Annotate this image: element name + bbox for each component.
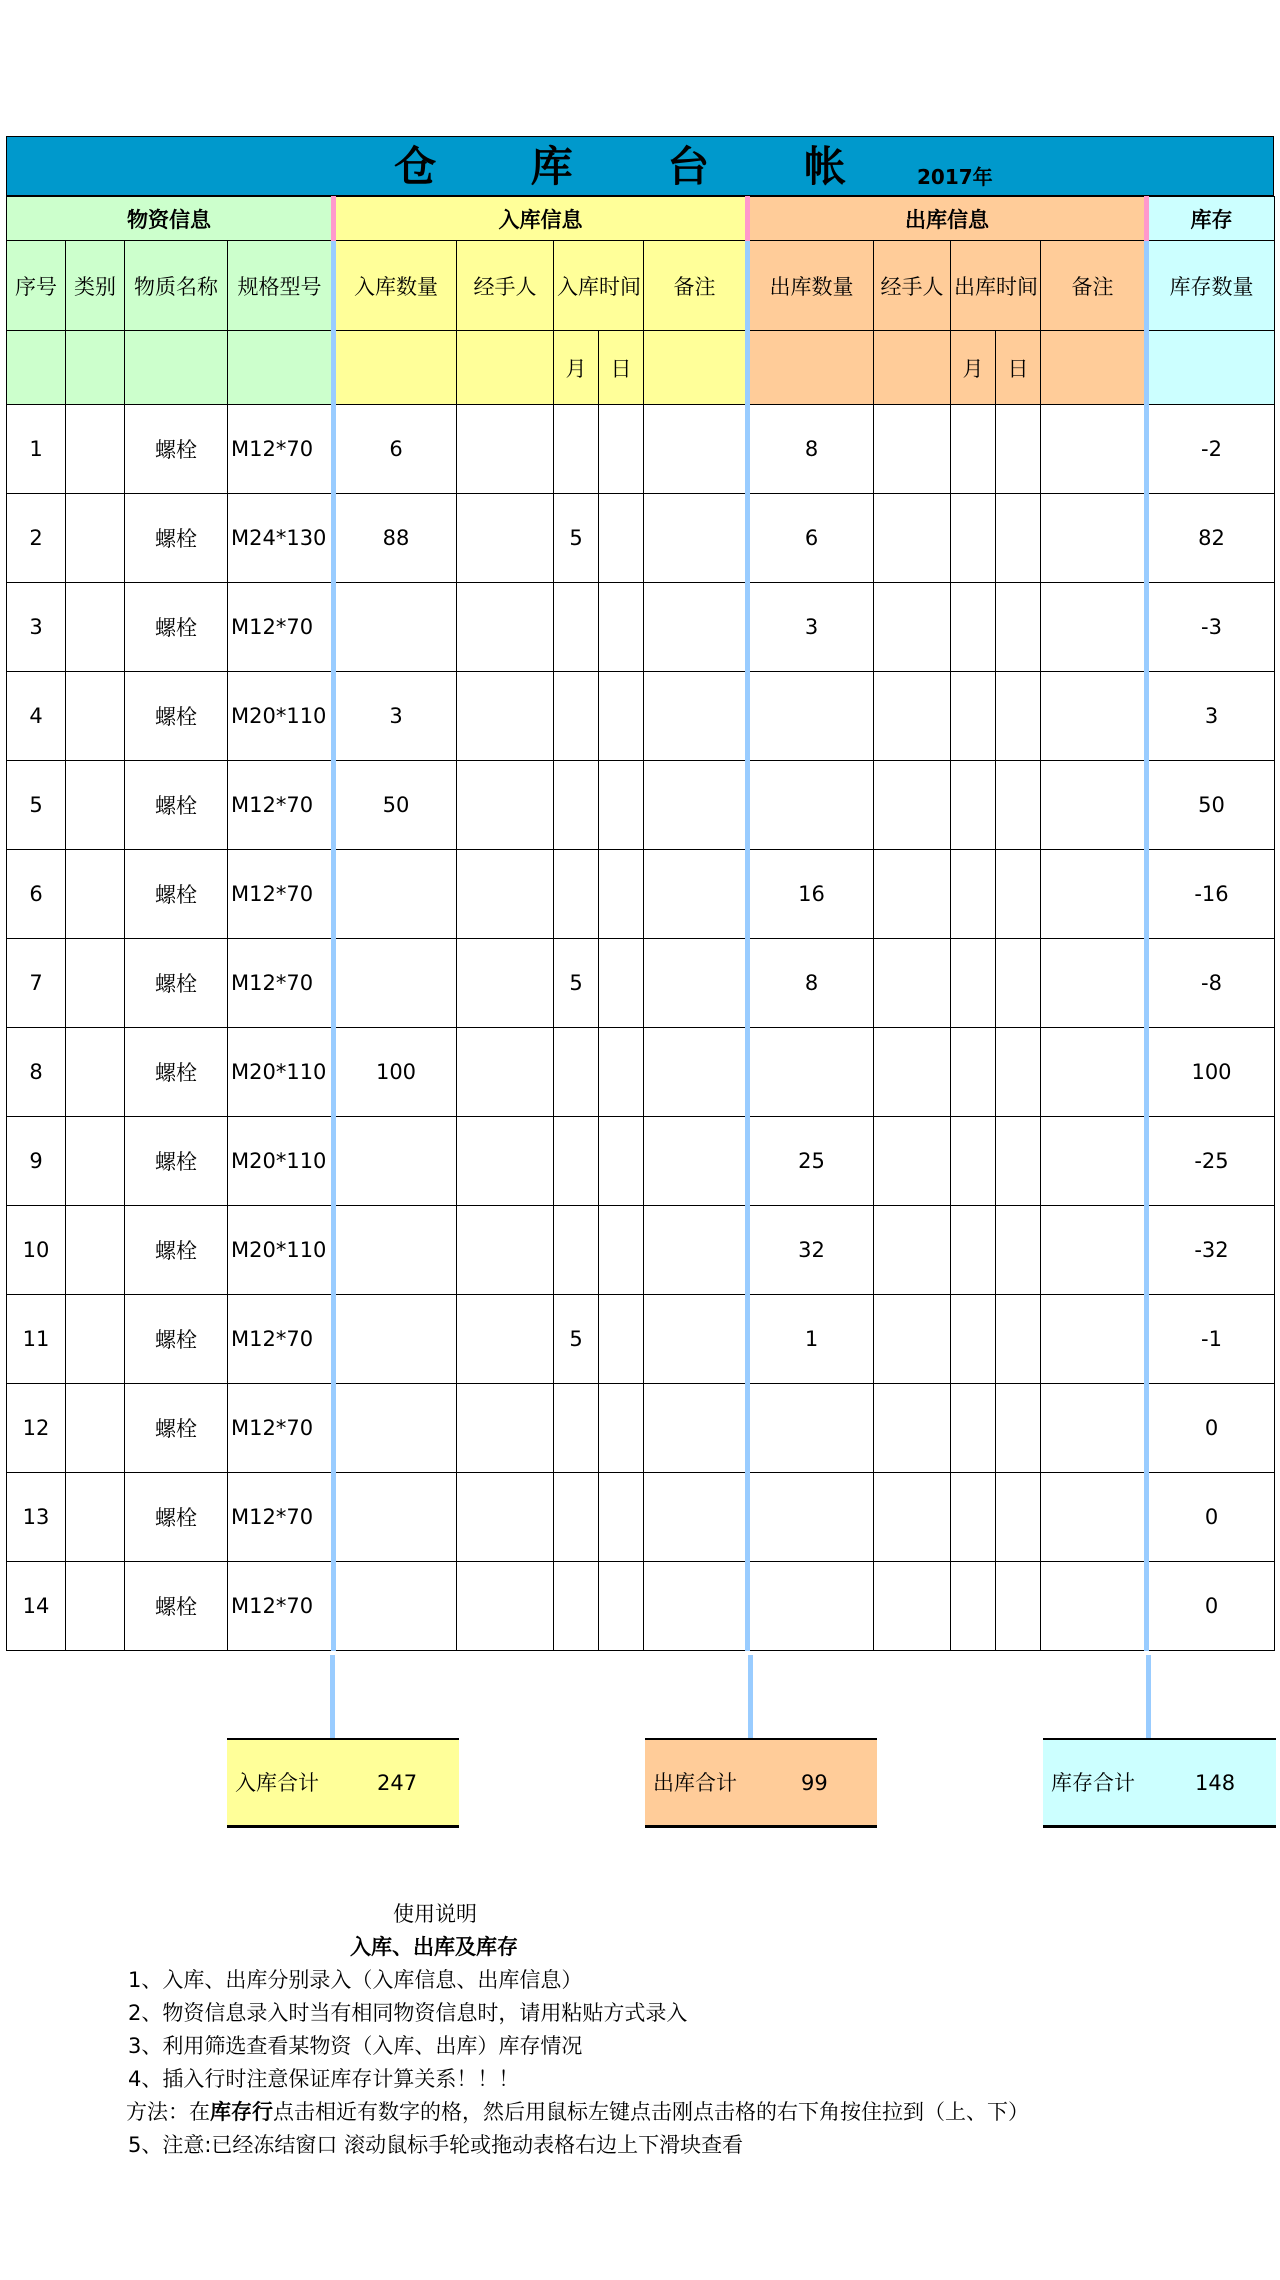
group-inbound: 入库信息 (334, 197, 748, 241)
cell-out-qty (748, 672, 874, 761)
cell-stock-qty: -8 (1147, 939, 1275, 1028)
sub-header-cell (334, 331, 457, 405)
cell-seq: 6 (7, 850, 66, 939)
cell-out-qty (748, 1562, 874, 1651)
cell-in-month: 5 (554, 494, 599, 583)
cell-out-day (996, 672, 1041, 761)
table-row (7, 494, 1275, 583)
cell-spec: M12*70 (228, 1384, 334, 1473)
table-row (7, 1206, 1275, 1295)
cell-out-month (951, 1117, 996, 1206)
cell-out-qty: 6 (748, 494, 874, 583)
cell-out-handler (874, 1384, 951, 1473)
cell-out-remark (1041, 761, 1147, 850)
inbound-total-value: 247 (377, 1771, 418, 1795)
cell-stock-qty: 0 (1147, 1384, 1275, 1473)
cell-in-month: 5 (554, 939, 599, 1028)
col-stock-qty: 库存数量 (1147, 241, 1275, 331)
cell-in-remark (644, 1206, 748, 1295)
cell-in-month (554, 1473, 599, 1562)
cell-in-day (599, 1473, 644, 1562)
cell-out-day (996, 939, 1041, 1028)
col-seq: 序号 (7, 241, 66, 331)
cell-in-handler (457, 1295, 554, 1384)
cell-name: 螺栓 (125, 672, 228, 761)
page-title: 仓 库 台 帐 (394, 142, 886, 191)
cell-out-remark (1041, 850, 1147, 939)
cell-category (66, 1473, 125, 1562)
cell-name: 螺栓 (125, 1206, 228, 1295)
cell-stock-qty: -32 (1147, 1206, 1275, 1295)
cell-seq: 11 (7, 1295, 66, 1384)
cell-seq: 12 (7, 1384, 66, 1473)
notes-line-2: 2、物资信息录入时当有相同物资信息时，请用粘贴方式录入 (128, 2001, 688, 2025)
cell-out-remark (1041, 1473, 1147, 1562)
cell-in-remark (644, 1473, 748, 1562)
col-name: 物质名称 (125, 241, 228, 331)
cell-in-qty (334, 1295, 457, 1384)
cell-out-month (951, 583, 996, 672)
col-out-remark: 备注 (1041, 241, 1147, 331)
cell-out-remark (1041, 583, 1147, 672)
cell-in-month (554, 405, 599, 494)
col-spec: 规格型号 (228, 241, 334, 331)
col-in-qty: 入库数量 (334, 241, 457, 331)
cell-out-month (951, 1295, 996, 1384)
cell-spec: M12*70 (228, 1295, 334, 1384)
cell-out-remark (1041, 1117, 1147, 1206)
out-day-header: 日 (996, 331, 1041, 405)
title-year: 2017年 (917, 165, 993, 189)
group-material: 物资信息 (7, 197, 334, 241)
cell-seq: 5 (7, 761, 66, 850)
cell-in-month (554, 1384, 599, 1473)
cell-in-remark (644, 583, 748, 672)
cell-in-handler (457, 583, 554, 672)
cell-out-month (951, 1562, 996, 1651)
cell-out-handler (874, 1295, 951, 1384)
cell-in-handler (457, 939, 554, 1028)
cell-in-day (599, 850, 644, 939)
outbound-total-value: 99 (801, 1771, 828, 1795)
table-row (7, 1295, 1275, 1384)
cell-in-day (599, 1384, 644, 1473)
cell-stock-qty: 3 (1147, 672, 1275, 761)
cell-stock-qty: -25 (1147, 1117, 1275, 1206)
cell-out-qty (748, 1028, 874, 1117)
cell-out-day (996, 405, 1041, 494)
cell-stock-qty: 82 (1147, 494, 1275, 583)
cell-spec: M24*130 (228, 494, 334, 583)
cell-out-handler (874, 1473, 951, 1562)
col-out-time: 出库时间 (951, 241, 1041, 331)
sub-header-cell (748, 331, 874, 405)
cell-spec: M12*70 (228, 583, 334, 672)
cell-out-month (951, 1384, 996, 1473)
cell-seq: 13 (7, 1473, 66, 1562)
cell-stock-qty: 0 (1147, 1562, 1275, 1651)
inbound-total (227, 1738, 459, 1828)
col-out-handler: 经手人 (874, 241, 951, 331)
group-stock: 库存 (1147, 197, 1275, 241)
cell-in-handler (457, 761, 554, 850)
cell-out-day (996, 583, 1041, 672)
cell-out-day (996, 1117, 1041, 1206)
cell-in-day (599, 1206, 644, 1295)
table-row (7, 405, 1275, 494)
cell-category (66, 494, 125, 583)
cell-in-handler (457, 405, 554, 494)
cell-category (66, 1295, 125, 1384)
cell-in-handler (457, 494, 554, 583)
cell-spec: M20*110 (228, 1206, 334, 1295)
cell-out-remark (1041, 672, 1147, 761)
cell-out-month (951, 1206, 996, 1295)
col-in-remark: 备注 (644, 241, 748, 331)
cell-in-remark (644, 761, 748, 850)
cell-category (66, 1117, 125, 1206)
in-day-header: 日 (599, 331, 644, 405)
cell-in-remark (644, 494, 748, 583)
cell-in-handler (457, 1206, 554, 1295)
cell-name: 螺栓 (125, 761, 228, 850)
cell-out-remark (1041, 1206, 1147, 1295)
cell-in-remark (644, 405, 748, 494)
cell-out-remark (1041, 1562, 1147, 1651)
cell-in-qty (334, 1562, 457, 1651)
notes-line-5-prefix: 方法：在 (126, 2100, 210, 2124)
cell-in-qty (334, 850, 457, 939)
cell-name: 螺栓 (125, 1028, 228, 1117)
cell-spec: M20*110 (228, 1028, 334, 1117)
cell-in-remark (644, 1117, 748, 1206)
inbound-connector (330, 1655, 335, 1738)
cell-out-day (996, 1562, 1041, 1651)
cell-in-qty: 50 (334, 761, 457, 850)
cell-in-qty: 6 (334, 405, 457, 494)
cell-in-remark (644, 850, 748, 939)
sub-header-cell (66, 331, 125, 405)
cell-out-qty (748, 761, 874, 850)
outbound-total-label: 出库合计 (653, 1771, 737, 1795)
usage-notes (128, 1898, 1046, 2162)
cell-name: 螺栓 (125, 583, 228, 672)
cell-stock-qty: 100 (1147, 1028, 1275, 1117)
cell-in-qty (334, 583, 457, 672)
cell-in-day (599, 1117, 644, 1206)
cell-in-handler (457, 1473, 554, 1562)
cell-seq: 7 (7, 939, 66, 1028)
cell-spec: M12*70 (228, 761, 334, 850)
sub-header-cell (125, 331, 228, 405)
cell-in-handler (457, 672, 554, 761)
cell-out-handler (874, 405, 951, 494)
cell-out-remark (1041, 1295, 1147, 1384)
cell-category (66, 761, 125, 850)
cell-in-day (599, 1295, 644, 1384)
cell-out-day (996, 1028, 1041, 1117)
cell-stock-qty: -2 (1147, 405, 1275, 494)
cell-name: 螺栓 (125, 939, 228, 1028)
cell-in-remark (644, 1384, 748, 1473)
notes-line-5-bold: 库存行 (210, 2100, 273, 2124)
cell-out-month (951, 405, 996, 494)
cell-in-day (599, 405, 644, 494)
stock-total-label: 库存合计 (1051, 1771, 1135, 1795)
cell-out-handler (874, 1206, 951, 1295)
notes-line-5-suffix: 点击相近有数字的格，然后用鼠标左键点击刚点击格的右下角按住拉到（上、下） (273, 2100, 1029, 2124)
cell-spec: M12*70 (228, 850, 334, 939)
cell-in-remark (644, 672, 748, 761)
cell-out-month (951, 672, 996, 761)
cell-out-handler (874, 1117, 951, 1206)
cell-out-qty: 1 (748, 1295, 874, 1384)
cell-stock-qty: -1 (1147, 1295, 1275, 1384)
cell-in-remark (644, 1562, 748, 1651)
cell-name: 螺栓 (125, 850, 228, 939)
cell-out-handler (874, 672, 951, 761)
cell-spec: M20*110 (228, 672, 334, 761)
cell-in-qty: 100 (334, 1028, 457, 1117)
cell-in-qty (334, 1473, 457, 1562)
ledger-table (6, 196, 1275, 1651)
cell-in-qty (334, 939, 457, 1028)
cell-category (66, 850, 125, 939)
out-month-header: 月 (951, 331, 996, 405)
cell-name: 螺栓 (125, 1384, 228, 1473)
sub-header-cell (7, 331, 66, 405)
cell-in-handler (457, 1562, 554, 1651)
sub-header-cell (228, 331, 334, 405)
table-row (7, 583, 1275, 672)
cell-out-qty (748, 1473, 874, 1562)
sub-header-cell (644, 331, 748, 405)
cell-out-month (951, 939, 996, 1028)
cell-in-month (554, 1562, 599, 1651)
cell-in-qty (334, 1206, 457, 1295)
col-out-qty: 出库数量 (748, 241, 874, 331)
cell-out-handler (874, 1028, 951, 1117)
cell-stock-qty: -16 (1147, 850, 1275, 939)
notes-line-5 (126, 2096, 1046, 2129)
table-row (7, 672, 1275, 761)
cell-in-remark (644, 939, 748, 1028)
cell-out-qty: 25 (748, 1117, 874, 1206)
cell-name: 螺栓 (125, 1117, 228, 1206)
cell-category (66, 405, 125, 494)
stock-total-value: 148 (1195, 1771, 1236, 1795)
cell-in-handler (457, 1384, 554, 1473)
sub-header-cell (1147, 331, 1275, 405)
cell-category (66, 1384, 125, 1473)
cell-category (66, 1206, 125, 1295)
cell-in-month (554, 1206, 599, 1295)
cell-in-handler (457, 1117, 554, 1206)
sub-header-cell (874, 331, 951, 405)
cell-in-qty (334, 1117, 457, 1206)
in-month-header: 月 (554, 331, 599, 405)
cell-out-qty: 3 (748, 583, 874, 672)
table-row (7, 939, 1275, 1028)
cell-in-month (554, 761, 599, 850)
cell-out-remark (1041, 939, 1147, 1028)
cell-out-day (996, 494, 1041, 583)
cell-out-remark (1041, 1028, 1147, 1117)
cell-out-month (951, 1473, 996, 1562)
stock-total (1043, 1738, 1276, 1828)
cell-out-day (996, 1295, 1041, 1384)
cell-seq: 4 (7, 672, 66, 761)
cell-out-day (996, 1473, 1041, 1562)
inbound-total-label: 入库合计 (235, 1771, 319, 1795)
cell-in-day (599, 494, 644, 583)
cell-in-qty: 88 (334, 494, 457, 583)
cell-in-month (554, 672, 599, 761)
outbound-connector (748, 1655, 753, 1738)
cell-out-handler (874, 761, 951, 850)
cell-stock-qty: 50 (1147, 761, 1275, 850)
table-row (7, 1117, 1275, 1206)
cell-name: 螺栓 (125, 1473, 228, 1562)
cell-in-handler (457, 1028, 554, 1117)
outbound-total (645, 1738, 877, 1828)
cell-name: 螺栓 (125, 494, 228, 583)
cell-spec: M12*70 (228, 1473, 334, 1562)
cell-in-day (599, 1028, 644, 1117)
col-in-time: 入库时间 (554, 241, 644, 331)
cell-out-remark (1041, 1384, 1147, 1473)
cell-in-month: 5 (554, 1295, 599, 1384)
cell-out-handler (874, 494, 951, 583)
cell-name: 螺栓 (125, 405, 228, 494)
cell-out-remark (1041, 494, 1147, 583)
cell-in-handler (457, 850, 554, 939)
cell-seq: 2 (7, 494, 66, 583)
cell-in-day (599, 672, 644, 761)
table-row (7, 761, 1275, 850)
cell-spec: M12*70 (228, 405, 334, 494)
col-in-handler: 经手人 (457, 241, 554, 331)
cell-name: 螺栓 (125, 1295, 228, 1384)
notes-line-1: 1、入库、出库分别录入（入库信息、出库信息） (128, 1968, 583, 1992)
cell-spec: M12*70 (228, 939, 334, 1028)
cell-seq: 9 (7, 1117, 66, 1206)
cell-stock-qty: -3 (1147, 583, 1275, 672)
group-outbound: 出库信息 (748, 197, 1147, 241)
cell-seq: 14 (7, 1562, 66, 1651)
cell-out-remark (1041, 405, 1147, 494)
cell-out-day (996, 761, 1041, 850)
cell-stock-qty: 0 (1147, 1473, 1275, 1562)
cell-in-month (554, 1117, 599, 1206)
cell-spec: M12*70 (228, 1562, 334, 1651)
stock-connector (1146, 1655, 1151, 1738)
cell-category (66, 1562, 125, 1651)
cell-out-handler (874, 850, 951, 939)
cell-out-day (996, 1384, 1041, 1473)
cell-in-day (599, 761, 644, 850)
cell-out-qty (748, 1384, 874, 1473)
table-row (7, 1473, 1275, 1562)
cell-in-month (554, 583, 599, 672)
cell-in-month (554, 1028, 599, 1117)
cell-out-month (951, 494, 996, 583)
table-row (7, 1028, 1275, 1117)
cell-out-day (996, 850, 1041, 939)
cell-out-day (996, 1206, 1041, 1295)
table-row (7, 1562, 1275, 1651)
cell-out-handler (874, 583, 951, 672)
cell-out-qty: 8 (748, 939, 874, 1028)
cell-in-remark (644, 1028, 748, 1117)
cell-seq: 8 (7, 1028, 66, 1117)
sub-header-cell (457, 331, 554, 405)
table-row (7, 850, 1275, 939)
cell-in-day (599, 583, 644, 672)
col-category: 类别 (66, 241, 125, 331)
cell-category (66, 939, 125, 1028)
cell-seq: 3 (7, 583, 66, 672)
cell-out-handler (874, 939, 951, 1028)
table-row (7, 1384, 1275, 1473)
cell-category (66, 1028, 125, 1117)
cell-out-month (951, 1028, 996, 1117)
notes-heading: 使用说明 (393, 1902, 477, 1926)
cell-category (66, 672, 125, 761)
cell-category (66, 583, 125, 672)
cell-in-remark (644, 1295, 748, 1384)
notes-line-6: 5、注意:已经冻结窗口 滚动鼠标手轮或拖动表格右边上下滑块查看 (128, 2133, 744, 2157)
notes-subheading: 入库、出库及库存 (350, 1935, 518, 1959)
cell-seq: 10 (7, 1206, 66, 1295)
cell-in-qty (334, 1384, 457, 1473)
cell-out-handler (874, 1562, 951, 1651)
cell-in-day (599, 939, 644, 1028)
cell-in-month (554, 850, 599, 939)
cell-out-qty: 32 (748, 1206, 874, 1295)
cell-out-month (951, 761, 996, 850)
cell-out-qty: 16 (748, 850, 874, 939)
cell-in-qty: 3 (334, 672, 457, 761)
cell-spec: M20*110 (228, 1117, 334, 1206)
notes-line-3: 3、利用筛选查看某物资（入库、出库）库存情况 (128, 2034, 583, 2058)
notes-line-4: 4、插入行时注意保证库存计算关系！！！ (128, 2067, 520, 2091)
cell-in-day (599, 1562, 644, 1651)
cell-name: 螺栓 (125, 1562, 228, 1651)
cell-out-qty: 8 (748, 405, 874, 494)
title-bar (6, 136, 1274, 196)
cell-out-month (951, 850, 996, 939)
cell-seq: 1 (7, 405, 66, 494)
sub-header-cell (1041, 331, 1147, 405)
